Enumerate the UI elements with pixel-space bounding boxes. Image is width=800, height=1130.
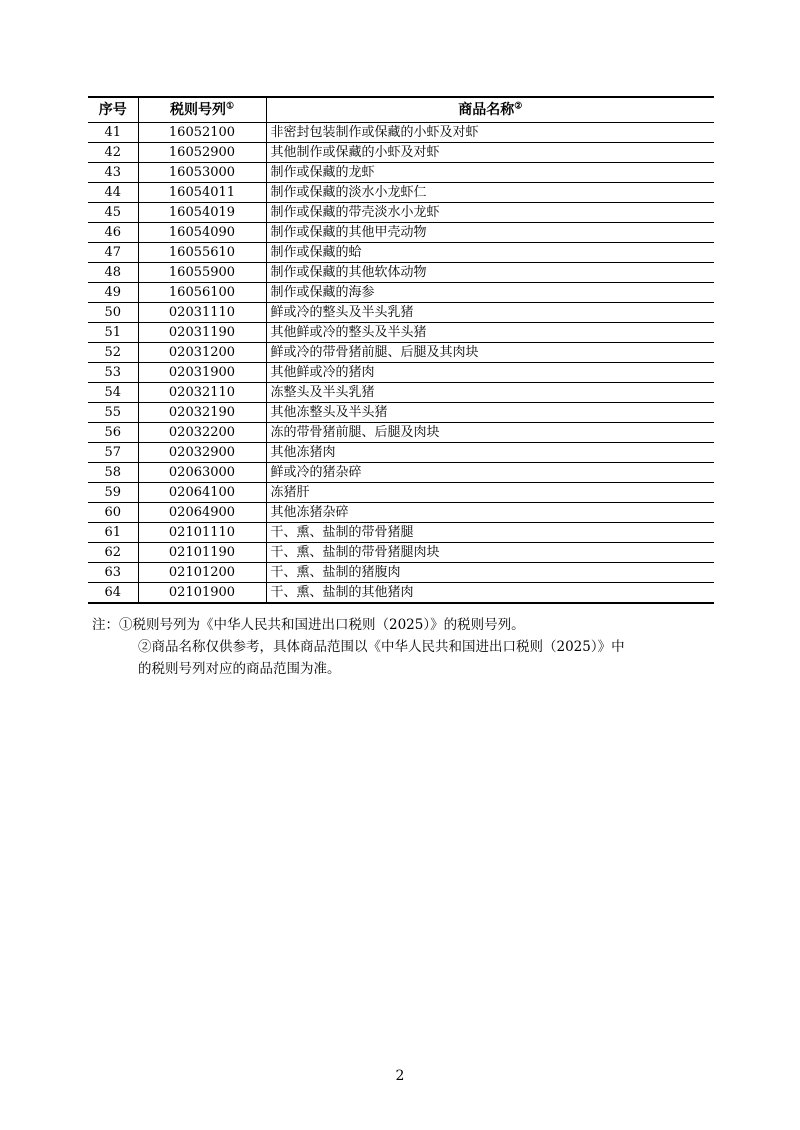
tariff-code-cell: 02101190 — [138, 543, 266, 563]
tariff-code-cell: 16056100 — [138, 283, 266, 303]
header-commodity-name: 商品名称② — [266, 97, 714, 123]
table-row — [88, 483, 714, 503]
table-row — [88, 123, 714, 143]
seq-cell: 64 — [88, 583, 138, 604]
seq-cell: 42 — [88, 143, 138, 163]
footnote-2-line-1: ②商品名称仅供参考，具体商品范围以《中华人民共和国进出口税则（2025）》中 — [138, 639, 625, 655]
commodity-name-cell: 鲜或冷的猪杂碎 — [266, 463, 714, 483]
seq-cell: 50 — [88, 303, 138, 323]
commodity-name-cell: 其他冻猪肉 — [266, 443, 714, 463]
seq-cell: 44 — [88, 183, 138, 203]
tariff-code-cell: 02101110 — [138, 523, 266, 543]
table-row — [88, 323, 714, 343]
table-row — [88, 263, 714, 283]
commodity-name-cell: 制作或保藏的其他甲壳动物 — [266, 223, 714, 243]
table-row — [88, 443, 714, 463]
commodity-name-cell: 冻的带骨猪前腿、后腿及肉块 — [266, 423, 714, 443]
seq-cell: 57 — [88, 443, 138, 463]
tariff-code-cell: 16052900 — [138, 143, 266, 163]
tariff-code-cell: 02031200 — [138, 343, 266, 363]
tariff-code-cell: 02032200 — [138, 423, 266, 443]
tariff-code-cell: 02031110 — [138, 303, 266, 323]
table-row — [88, 223, 714, 243]
footnotes — [92, 614, 714, 680]
seq-cell: 53 — [88, 363, 138, 383]
header-tariff-code: 税则号列① — [138, 97, 266, 123]
tariff-code-cell: 02101200 — [138, 563, 266, 583]
seq-cell: 46 — [88, 223, 138, 243]
table-row — [88, 403, 714, 423]
commodity-table — [88, 96, 714, 604]
commodity-name-cell: 鲜或冷的带骨猪前腿、后腿及其肉块 — [266, 343, 714, 363]
table-row — [88, 283, 714, 303]
table-body — [88, 123, 714, 604]
footnote-mark-2: ② — [514, 101, 523, 112]
tariff-code-cell: 02032190 — [138, 403, 266, 423]
seq-cell: 63 — [88, 563, 138, 583]
seq-cell: 60 — [88, 503, 138, 523]
table-row — [88, 203, 714, 223]
footnote-1: 注：①税则号列为《中华人民共和国进出口税则（2025）》的税则号列。 — [92, 617, 525, 633]
table-row — [88, 243, 714, 263]
commodity-name-cell: 其他冻猪杂碎 — [266, 503, 714, 523]
table-row — [88, 383, 714, 403]
table-row — [88, 303, 714, 323]
seq-cell: 47 — [88, 243, 138, 263]
tariff-code-cell: 16052100 — [138, 123, 266, 143]
commodity-name-cell: 制作或保藏的龙虾 — [266, 163, 714, 183]
commodity-name-cell: 制作或保藏的带壳淡水小龙虾 — [266, 203, 714, 223]
commodity-name-cell: 其他冻整头及半头猪 — [266, 403, 714, 423]
table-row — [88, 523, 714, 543]
commodity-name-cell: 冻整头及半头乳猪 — [266, 383, 714, 403]
tariff-code-cell: 16054011 — [138, 183, 266, 203]
commodity-name-cell: 冻猪肝 — [266, 483, 714, 503]
tariff-code-cell: 16054019 — [138, 203, 266, 223]
tariff-code-cell: 16053000 — [138, 163, 266, 183]
tariff-code-cell: 02101900 — [138, 583, 266, 604]
tariff-code-cell: 02031190 — [138, 323, 266, 343]
tariff-code-cell: 02032900 — [138, 443, 266, 463]
seq-cell: 56 — [88, 423, 138, 443]
table-row — [88, 183, 714, 203]
seq-cell: 52 — [88, 343, 138, 363]
seq-cell: 48 — [88, 263, 138, 283]
commodity-name-cell: 干、熏、盐制的猪腹肉 — [266, 563, 714, 583]
commodity-name-cell: 干、熏、盐制的带骨猪腿肉块 — [266, 543, 714, 563]
seq-cell: 59 — [88, 483, 138, 503]
table-row — [88, 563, 714, 583]
seq-cell: 61 — [88, 523, 138, 543]
commodity-name-cell: 非密封包装制作或保藏的小虾及对虾 — [266, 123, 714, 143]
seq-cell: 51 — [88, 323, 138, 343]
seq-cell: 55 — [88, 403, 138, 423]
tariff-code-cell: 02063000 — [138, 463, 266, 483]
seq-cell: 49 — [88, 283, 138, 303]
table-row — [88, 343, 714, 363]
commodity-name-cell: 制作或保藏的蛤 — [266, 243, 714, 263]
footnote-mark-1: ① — [225, 101, 235, 112]
tariff-code-cell: 16054090 — [138, 223, 266, 243]
tariff-code-cell: 02064100 — [138, 483, 266, 503]
page-number: 2 — [395, 1068, 405, 1084]
table-header-row — [88, 97, 714, 123]
commodity-name-cell: 制作或保藏的其他软体动物 — [266, 263, 714, 283]
commodity-name-cell: 其他制作或保藏的小虾及对虾 — [266, 143, 714, 163]
table-row — [88, 503, 714, 523]
table-row — [88, 543, 714, 563]
seq-cell: 43 — [88, 163, 138, 183]
tariff-code-cell: 02032110 — [138, 383, 266, 403]
table-row — [88, 143, 714, 163]
tariff-code-cell: 02064900 — [138, 503, 266, 523]
seq-cell: 62 — [88, 543, 138, 563]
table-row — [88, 583, 714, 604]
tariff-code-cell: 02031900 — [138, 363, 266, 383]
tariff-code-cell: 16055610 — [138, 243, 266, 263]
seq-cell: 58 — [88, 463, 138, 483]
commodity-name-cell: 其他鲜或冷的整头及半头猪 — [266, 323, 714, 343]
tariff-code-cell: 16055900 — [138, 263, 266, 283]
table-row — [88, 423, 714, 443]
commodity-table-container — [88, 96, 714, 604]
seq-cell: 45 — [88, 203, 138, 223]
table-row — [88, 163, 714, 183]
seq-cell: 41 — [88, 123, 138, 143]
commodity-name-cell: 鲜或冷的整头及半头乳猪 — [266, 303, 714, 323]
header-seq: 序号 — [88, 97, 138, 123]
footnote-2-line-2: 的税则号列对应的商品范围为准。 — [138, 661, 341, 677]
seq-cell: 54 — [88, 383, 138, 403]
table-row — [88, 463, 714, 483]
commodity-name-cell: 干、熏、盐制的带骨猪腿 — [266, 523, 714, 543]
table-row — [88, 363, 714, 383]
commodity-name-cell: 其他鲜或冷的猪肉 — [266, 363, 714, 383]
commodity-name-cell: 干、熏、盐制的其他猪肉 — [266, 583, 714, 604]
commodity-name-cell: 制作或保藏的淡水小龙虾仁 — [266, 183, 714, 203]
commodity-name-cell: 制作或保藏的海参 — [266, 283, 714, 303]
